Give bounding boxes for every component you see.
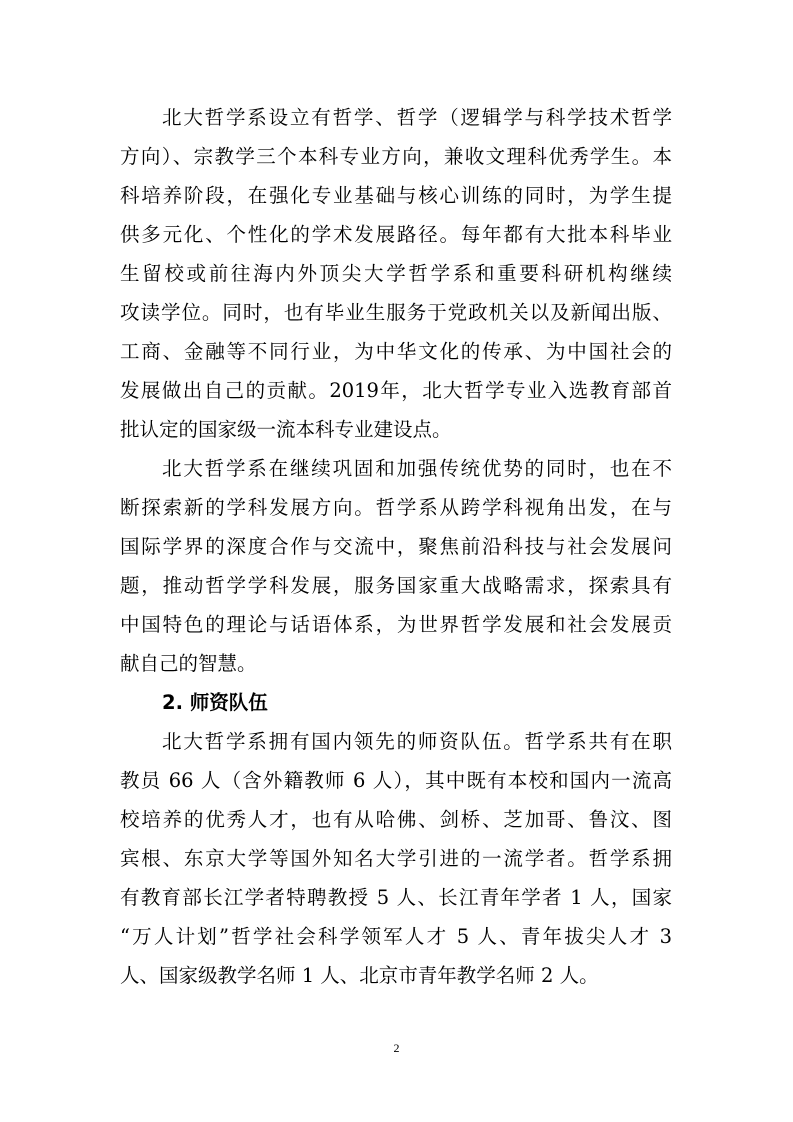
- paragraph-1-line-9: 批认定的国家级一流本科专业建设点。: [120, 418, 452, 441]
- paragraph-3-line-4: 宾根、东京大学等国外知名大学引进的一流学者。哲学系拥: [120, 847, 672, 870]
- section-heading: 2. 师资队伍: [162, 691, 268, 714]
- paragraph-1-line-3: 科培养阶段，在强化专业基础与核心训练的同时，为学生提: [120, 184, 672, 207]
- paragraph-2-line-4: 题，推动哲学学科发展，服务国家重大战略需求，探索具有: [120, 574, 672, 597]
- paragraph-1-line-5: 生留校或前往海内外顶尖大学哲学系和重要科研机构继续: [120, 262, 672, 285]
- paragraph-3-line-3: 校培养的优秀人才，也有从哈佛、剑桥、芝加哥、鲁汶、图: [120, 808, 672, 831]
- paragraph-2-line-6: 献自己的智慧。: [120, 652, 257, 675]
- paragraph-1-line-4: 供多元化、个性化的学术发展路径。每年都有大批本科毕业: [120, 223, 672, 246]
- paragraph-3-line-1: 北大哲学系拥有国内领先的师资队伍。哲学系共有在职: [162, 730, 672, 753]
- paragraph-2-line-1: 北大哲学系在继续巩固和加强传统优势的同时，也在不: [162, 457, 672, 480]
- paragraph-2-line-5: 中国特色的理论与话语体系，为世界哲学发展和社会发展贡: [120, 613, 672, 636]
- paragraph-2-line-3: 国际学界的深度合作与交流中，聚焦前沿科技与社会发展问: [120, 535, 672, 558]
- page-number: 2: [393, 1041, 400, 1055]
- paragraph-1-line-7: 工商、金融等不同行业，为中华文化的传承、为中国社会的: [120, 340, 672, 363]
- paragraph-3-line-6: “万人计划”哲学社会科学领军人才 5 人、青年拔尖人才 3: [120, 925, 672, 948]
- paragraph-1-line-2: 方向）、宗教学三个本科专业方向，兼收文理科优秀学生。本: [120, 145, 672, 168]
- paragraph-1-line-6: 攻读学位。同时，也有毕业生服务于党政机关以及新闻出版、: [120, 301, 672, 324]
- paragraph-3-line-7: 人、国家级教学名师 1 人、北京市青年教学名师 2 人。: [120, 964, 599, 987]
- paragraph-1-line-8: 发展做出自己的贡献。2019年，北大哲学专业入选教育部首: [120, 379, 672, 402]
- paragraph-3-line-5: 有教育部长江学者特聘教授 5 人、长江青年学者 1 人，国家: [120, 886, 672, 909]
- paragraph-2-line-2: 断探索新的学科发展方向。哲学系从跨学科视角出发，在与: [120, 496, 672, 519]
- paragraph-3-line-2: 教员 66 人（含外籍教师 6 人），其中既有本校和国内一流高: [120, 769, 672, 792]
- paragraph-1-line-1: 北大哲学系设立有哲学、哲学（逻辑学与科学技术哲学: [162, 106, 672, 129]
